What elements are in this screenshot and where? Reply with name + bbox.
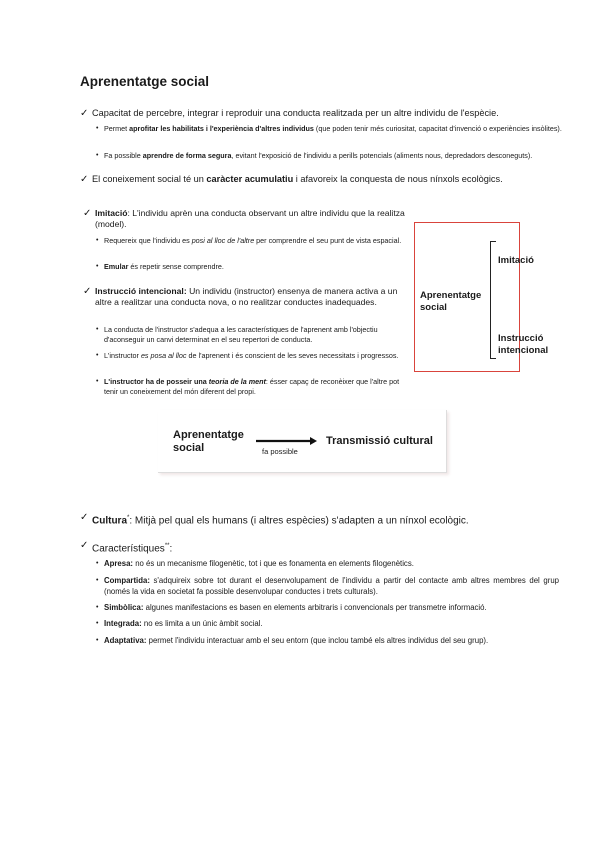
bullet-icon: • xyxy=(96,604,99,611)
checkmark-icon: ✓ xyxy=(80,174,89,185)
page-title: Aprenentatge social xyxy=(80,74,210,89)
diagram-top-label: Imitació xyxy=(498,255,534,266)
bullet-icon: • xyxy=(96,326,99,333)
imitacio-sub-2: • Emular és repetir sense comprendre. xyxy=(96,262,224,271)
bullet-icon: • xyxy=(96,577,99,584)
bullet-icon: • xyxy=(96,125,99,132)
imitacio-item: ✓ Imitació: L'individu aprèn una conducta observant un altre individu que la realitza (model). xyxy=(83,208,405,229)
bullet-icon: • xyxy=(96,152,99,159)
imitacio-sub-1: • Requereix que l'individu es posi al lloc de l'altre per comprendre el seu punt de vista espacial. xyxy=(96,236,402,245)
instruccio-sub-3: • L'instructor ha de posseir una teoria de la ment: ésser capaç de reconèixer que l'altre pot tenir un coneixement del món diferent del propi. xyxy=(96,377,400,396)
bracket-bottom-tick xyxy=(490,358,496,359)
intro-text-1: Capacitat de percebre, integrar i reproduir una conducta realitzada per un altre individu de l'espècie. xyxy=(92,108,499,118)
instruccio-sub-2: • L'instructor es posa al lloc de l'aprenent i és conscient de les seves necessitats i progressos. xyxy=(96,351,399,360)
bullet-icon: • xyxy=(96,237,99,244)
checkmark-icon: ✓ xyxy=(80,108,89,119)
caracteristiques-item: ✓ Característiques**: xyxy=(80,540,173,555)
diagram2-left-label: Aprenentatge social xyxy=(173,429,244,454)
intro-item-1 xyxy=(80,108,532,120)
cultura-item: ✓ Cultura*: Mitjà pel qual els humans (i altres espècies) s'adapten a un nínxol ecològic. xyxy=(80,512,469,527)
instruccio-sub-1: • La conducta de l'instructor s'adequa a les característiques de l'aprenent amb l'objectiu d'aconseguir un canvi determinat en el seu repertori de conducta. xyxy=(96,325,378,344)
caract-item-2: • Compartida: s'adquireix sobre tot durant el desenvolupament de l'individu a partir del contacte amb altres membres del grup (només la vida en societat fa possible desenvolupar conductes i trets culturals). xyxy=(96,576,559,596)
bullet-icon: • xyxy=(96,352,99,359)
bracket-line xyxy=(490,241,491,359)
bullet-icon: • xyxy=(96,560,99,567)
arrow-icon xyxy=(256,436,318,446)
caract-item-3: • Simbòlica: algunes manifestacions es basen en elements arbitraris i convencionals per transmetre informació. xyxy=(96,603,487,612)
checkmark-icon: ✓ xyxy=(80,512,89,523)
checkmark-icon: ✓ xyxy=(83,208,92,219)
bullet-icon: • xyxy=(96,637,99,644)
diagram2-right-label: Transmissió cultural xyxy=(326,435,433,447)
caract-item-1: • Apresa: no és un mecanisme filogenètic, tot i que es fonamenta en elements filogenètics. xyxy=(96,559,414,568)
caract-item-5: • Adaptativa: permet l'individu interactuar amb el seu entorn (que inclou també els altres individus del seu grup). xyxy=(96,636,489,645)
checkmark-icon: ✓ xyxy=(80,540,89,551)
bullet-icon: • xyxy=(96,620,99,627)
checkmark-icon: ✓ xyxy=(83,286,92,297)
intro-item-2: ✓ El coneixement social té un caràcter acumulatiu i afavoreix la conquesta de nous nínxols ecològics. xyxy=(80,174,503,185)
diagram-left-label: Aprenentatge social xyxy=(420,290,482,313)
intro-sub-1: • Permet aprofitar les habilitats i l'experiència d'altres individus (que poden tenir més curiositat, capacitat d'invenció o experiències insòlites). xyxy=(96,124,562,133)
bullet-icon: • xyxy=(96,263,99,270)
bullet-icon: • xyxy=(96,378,99,385)
diagram-bottom-label: Instrucció intencional xyxy=(498,333,549,356)
intro-sub-2: • Fa possible aprendre de forma segura, evitant l'exposició de l'individu a perills potencials (aliments nous, depredadors desconeguts). xyxy=(96,151,533,160)
diagram2-arrow-label: fa possible xyxy=(262,447,298,456)
caract-item-4: • Integrada: no es limita a un únic àmbit social. xyxy=(96,619,263,628)
instruccio-item: ✓ Instrucció intencional: Un individu (instructor) ensenya de manera activa a un altre a realitzar una conducta nova, o no realitzar conductes inadequades. xyxy=(83,286,398,307)
bracket-top-tick xyxy=(490,241,496,242)
